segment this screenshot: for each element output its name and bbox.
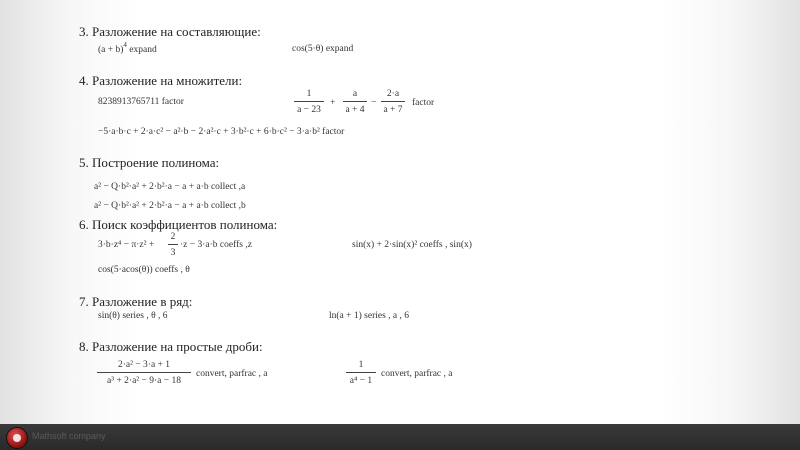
fraction-2-numerator: a xyxy=(343,89,367,102)
coeffs-expression-2: sin(x) + 2·sin(x)² coeffs , sin(x) xyxy=(352,240,472,250)
coeffs-expression-3: cos(5·acos(θ)) coeffs , θ xyxy=(98,265,190,275)
series-expression-1: sin(θ) series , θ , 6 xyxy=(98,311,168,321)
coeffs-expression-1-right: ·z − 3·a·b coeffs ,z xyxy=(180,240,252,250)
section-4-title: 4. Разложение на множители: xyxy=(79,73,243,88)
company-logo-icon xyxy=(6,427,28,449)
expand-left-exponent: 4 xyxy=(123,41,127,49)
coeffs-fraction xyxy=(168,232,178,258)
coeffs-fraction-denominator: 3 xyxy=(170,248,176,258)
section-7-title: 7. Разложение в ряд: xyxy=(79,294,193,309)
fraction-2-denominator: a + 4 xyxy=(345,105,365,115)
collect-b-expression: a² − Q·b²·a² + 2·b²·a − a + a·b collect ,b xyxy=(94,201,246,211)
expand-right-command: expand xyxy=(323,44,354,54)
section-6-title: 6. Поиск коэффициентов полинома: xyxy=(79,217,278,232)
expand-expression-left xyxy=(98,41,157,56)
fraction-1-denominator: a − 23 xyxy=(297,105,321,115)
factor-polynomial: −5·a·b·c + 2·a·c² − a²·b − 2·a²·c + 3·b²·c + 6·b·c² − 3·a·b² factor xyxy=(98,127,345,137)
parfrac-fraction-2 xyxy=(346,360,376,386)
footer-bar xyxy=(0,424,800,450)
fraction-3-denominator: a + 7 xyxy=(383,105,403,115)
footer-company-name: Mathsoft company xyxy=(32,431,106,441)
factor-number: 8238913765711 factor xyxy=(98,97,184,107)
factor-command: factor xyxy=(412,98,435,108)
parfrac-command-2: convert, parfrac , a xyxy=(381,369,453,379)
coeffs-fraction-numerator: 2 xyxy=(168,232,178,245)
plus-sign: + xyxy=(330,98,336,108)
fraction-1 xyxy=(294,89,324,115)
parfrac-1-numerator: 2·a² − 3·a + 1 xyxy=(97,360,191,373)
parfrac-1-denominator: a³ + 2·a² − 9·a − 18 xyxy=(107,376,181,386)
minus-sign: − xyxy=(371,98,377,108)
parfrac-command-1: convert, parfrac , a xyxy=(196,369,268,379)
expand-right-func: cos xyxy=(292,44,305,54)
series-expression-2: ln(a + 1) series , a , 6 xyxy=(329,311,410,321)
fraction-3-numerator: 2·a xyxy=(381,89,405,102)
fraction-3 xyxy=(381,89,405,115)
section-3-title: 3. Разложение на составляющие: xyxy=(79,24,261,39)
collect-a-expression: a² − Q·b²·a² + 2·b²·a − a + a·b collect ,a xyxy=(94,182,246,192)
expand-right-arg: (5·θ) xyxy=(304,44,324,54)
parfrac-2-numerator: 1 xyxy=(346,360,376,373)
parfrac-fraction-1 xyxy=(97,360,191,386)
expand-left-base: (a + b) xyxy=(98,45,124,55)
section-8-title: 8. Разложение на простые дроби: xyxy=(79,339,263,354)
fraction-2 xyxy=(343,89,367,115)
logo-center xyxy=(13,434,21,442)
parfrac-2-denominator: a⁴ − 1 xyxy=(349,376,373,386)
coeffs-expression-1-left: 3·b·z⁴ − π·z² + xyxy=(98,240,155,250)
section-5-title: 5. Построение полинома: xyxy=(79,155,220,170)
fraction-1-numerator: 1 xyxy=(294,89,324,102)
expand-expression-right xyxy=(292,45,353,55)
expand-left-command: expand xyxy=(126,45,157,55)
